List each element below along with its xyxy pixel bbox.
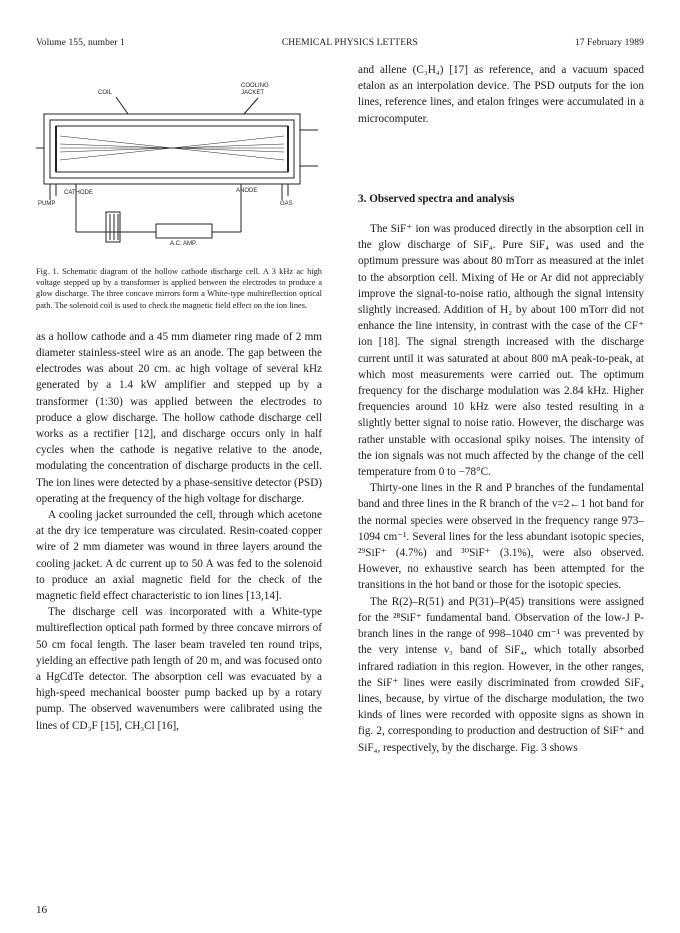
paragraph: and allene (C₃H₄) [17] as reference, and a vacuum spaced etalon as an interpolation device. The PSD outputs for the ion lines, reference lines, and etalon fringes were accumulated in a microcomputer. — [358, 64, 644, 125]
paragraph: The SiF⁺ ion was produced directly in the absorption cell in the glow discharge of SiF₄. Pure SiF₄ was used and the optimum pressure was about 80 mTorr as measured at the inlet to the absorption cell. Mixing of He or Ar did not appreciably improve the signal-to-noise ratio, although the signal intensity slightly increased. Addition of H₂ by about 100 mTorr did not enhance the line intensity, in contrast with the case of the CF⁺ ion [18]. The signal strength increased with the discharge current until it was saturated at about 800 mA peak-to-peak, at which most measurements were carried out. The optimum frequency for the discharge modulation was 2.84 kHz. Higher frequencies around 10 kHz were also tested resulting in a slightly better signal to noise ratio. However, the discharge was rather unstable with occasional spiky noises. The intensity of the ion signals was not much affected by the change of the cell temperature from 0 to −78°C. — [358, 223, 644, 479]
section-heading: 3. Observed spectra and analysis — [358, 192, 515, 205]
figure-1-diagram — [36, 62, 322, 262]
label-coil: COIL — [98, 90, 113, 96]
paragraph: as a hollow cathode and a 45 mm diameter ring made of 2 mm diameter stainless-steel wire as an anode. The gap between the electrodes was about 20 cm. ac high voltage of several kHz generated by a 1.4 kW amplifier and stepped up by a transformer (1:30) was applied between the electrodes to produce a glow discharge. The hollow cathode discharge cell works as a rectifier [12], and discharge occurs only in half cycles when the cathode is negative relative to the anode, modulating the concentration of discharge products in the cell. The ion lines were detected by a phase-sensitive detector (PSD) operating at the frequency of the high voltage for discharge. — [36, 330, 322, 505]
paragraph: Thirty-one lines in the R and P branches of the fundamental band and three lines in the R branch of the v=2←1 hot band for the normal species were observed in the frequency range 973–1094 cm⁻¹. Several lines for the less abundant isotopic species, ²⁹SiF⁺ (4.7%) and ³⁰SiF⁺ (3.1%), were also observed. However, no exhaustive search has been attempted for the transitions in the hot band or those for the isotopic species. — [358, 482, 644, 592]
paragraph: The R(2)–R(51) and P(31)–P(45) transitions were assigned for the ²⁸SiF⁺ fundamental band. Observation of the low-J P-branch lines in the range of 998–1040 cm⁻¹ was prevented by the very intense ν₃ band of SiF₄, which totally absorbed infrared radiation in this region. However, in the other ranges, the SiF⁺ lines were easily discriminated from crowded SiF₄ lines, because, by virtue of the discharge modulation, the two kinds of lines were recorded with opposite signs as shown in fig. 2, corresponding to production and destruction of SiF⁺ and SiF₄, respectively, by the discharge. Fig. 3 shows — [358, 595, 644, 754]
label-jacket: JACKET — [241, 90, 265, 96]
left-column — [36, 62, 322, 734]
volume-info: Volume 155, number 1 — [36, 38, 125, 48]
label-gas: GAS — [280, 201, 293, 207]
label-cathode: CATHODE — [64, 190, 93, 196]
discharge-cell-schematic — [36, 62, 322, 262]
issue-date: 17 February 1989 — [574, 38, 644, 48]
label-amp: A.C. AMP. — [170, 241, 197, 247]
running-header — [36, 38, 644, 48]
label-cooling: COOLING — [241, 83, 269, 89]
figure-1-caption: Fig. 1. Schematic diagram of the hollow cathode discharge cell. A 3 kHz ac high voltage stepped up by a transformer is applied between the electrodes to produce a glow discharge. The three concave mirrors form a White-type multireflection optical path. The solenoid coil is used to check the magnetic field effect on the ion lines. — [36, 267, 322, 310]
label-pump: PUMP — [38, 201, 56, 207]
label-anode: ANODE — [236, 188, 258, 194]
paragraph: A cooling jacket surrounded the cell, through which acetone at the dry ice temperature was circulated. Resin-coated copper wire of 2 mm diameter was wound in three layers around the cooling jacket. A dc current up to 50 A was fed to the solenoid to produce an axial magnetic field for the check of the magnetic field effect characteristic to ion lines [13,14]. — [36, 509, 322, 603]
journal-name: CHEMICAL PHYSICS LETTERS — [281, 38, 418, 48]
right-column — [358, 62, 644, 756]
page-number: 16 — [36, 904, 47, 916]
left-body-text — [36, 329, 322, 734]
paragraph: The discharge cell was incorporated with a White-type multireflection optical path formed by three concave mirrors of 50 cm focal length. The laser beam traveled ten round trips, yielding an effective path length of 20 m, and was focused onto a HgCdTe detector. The absorption cell was evacuated by a high-speed mechanical booster pump backed up by a rotary pump. The observed wavenumbers were calibrated using the lines of CD₃F [15], CH₃Cl [16], — [36, 606, 322, 732]
